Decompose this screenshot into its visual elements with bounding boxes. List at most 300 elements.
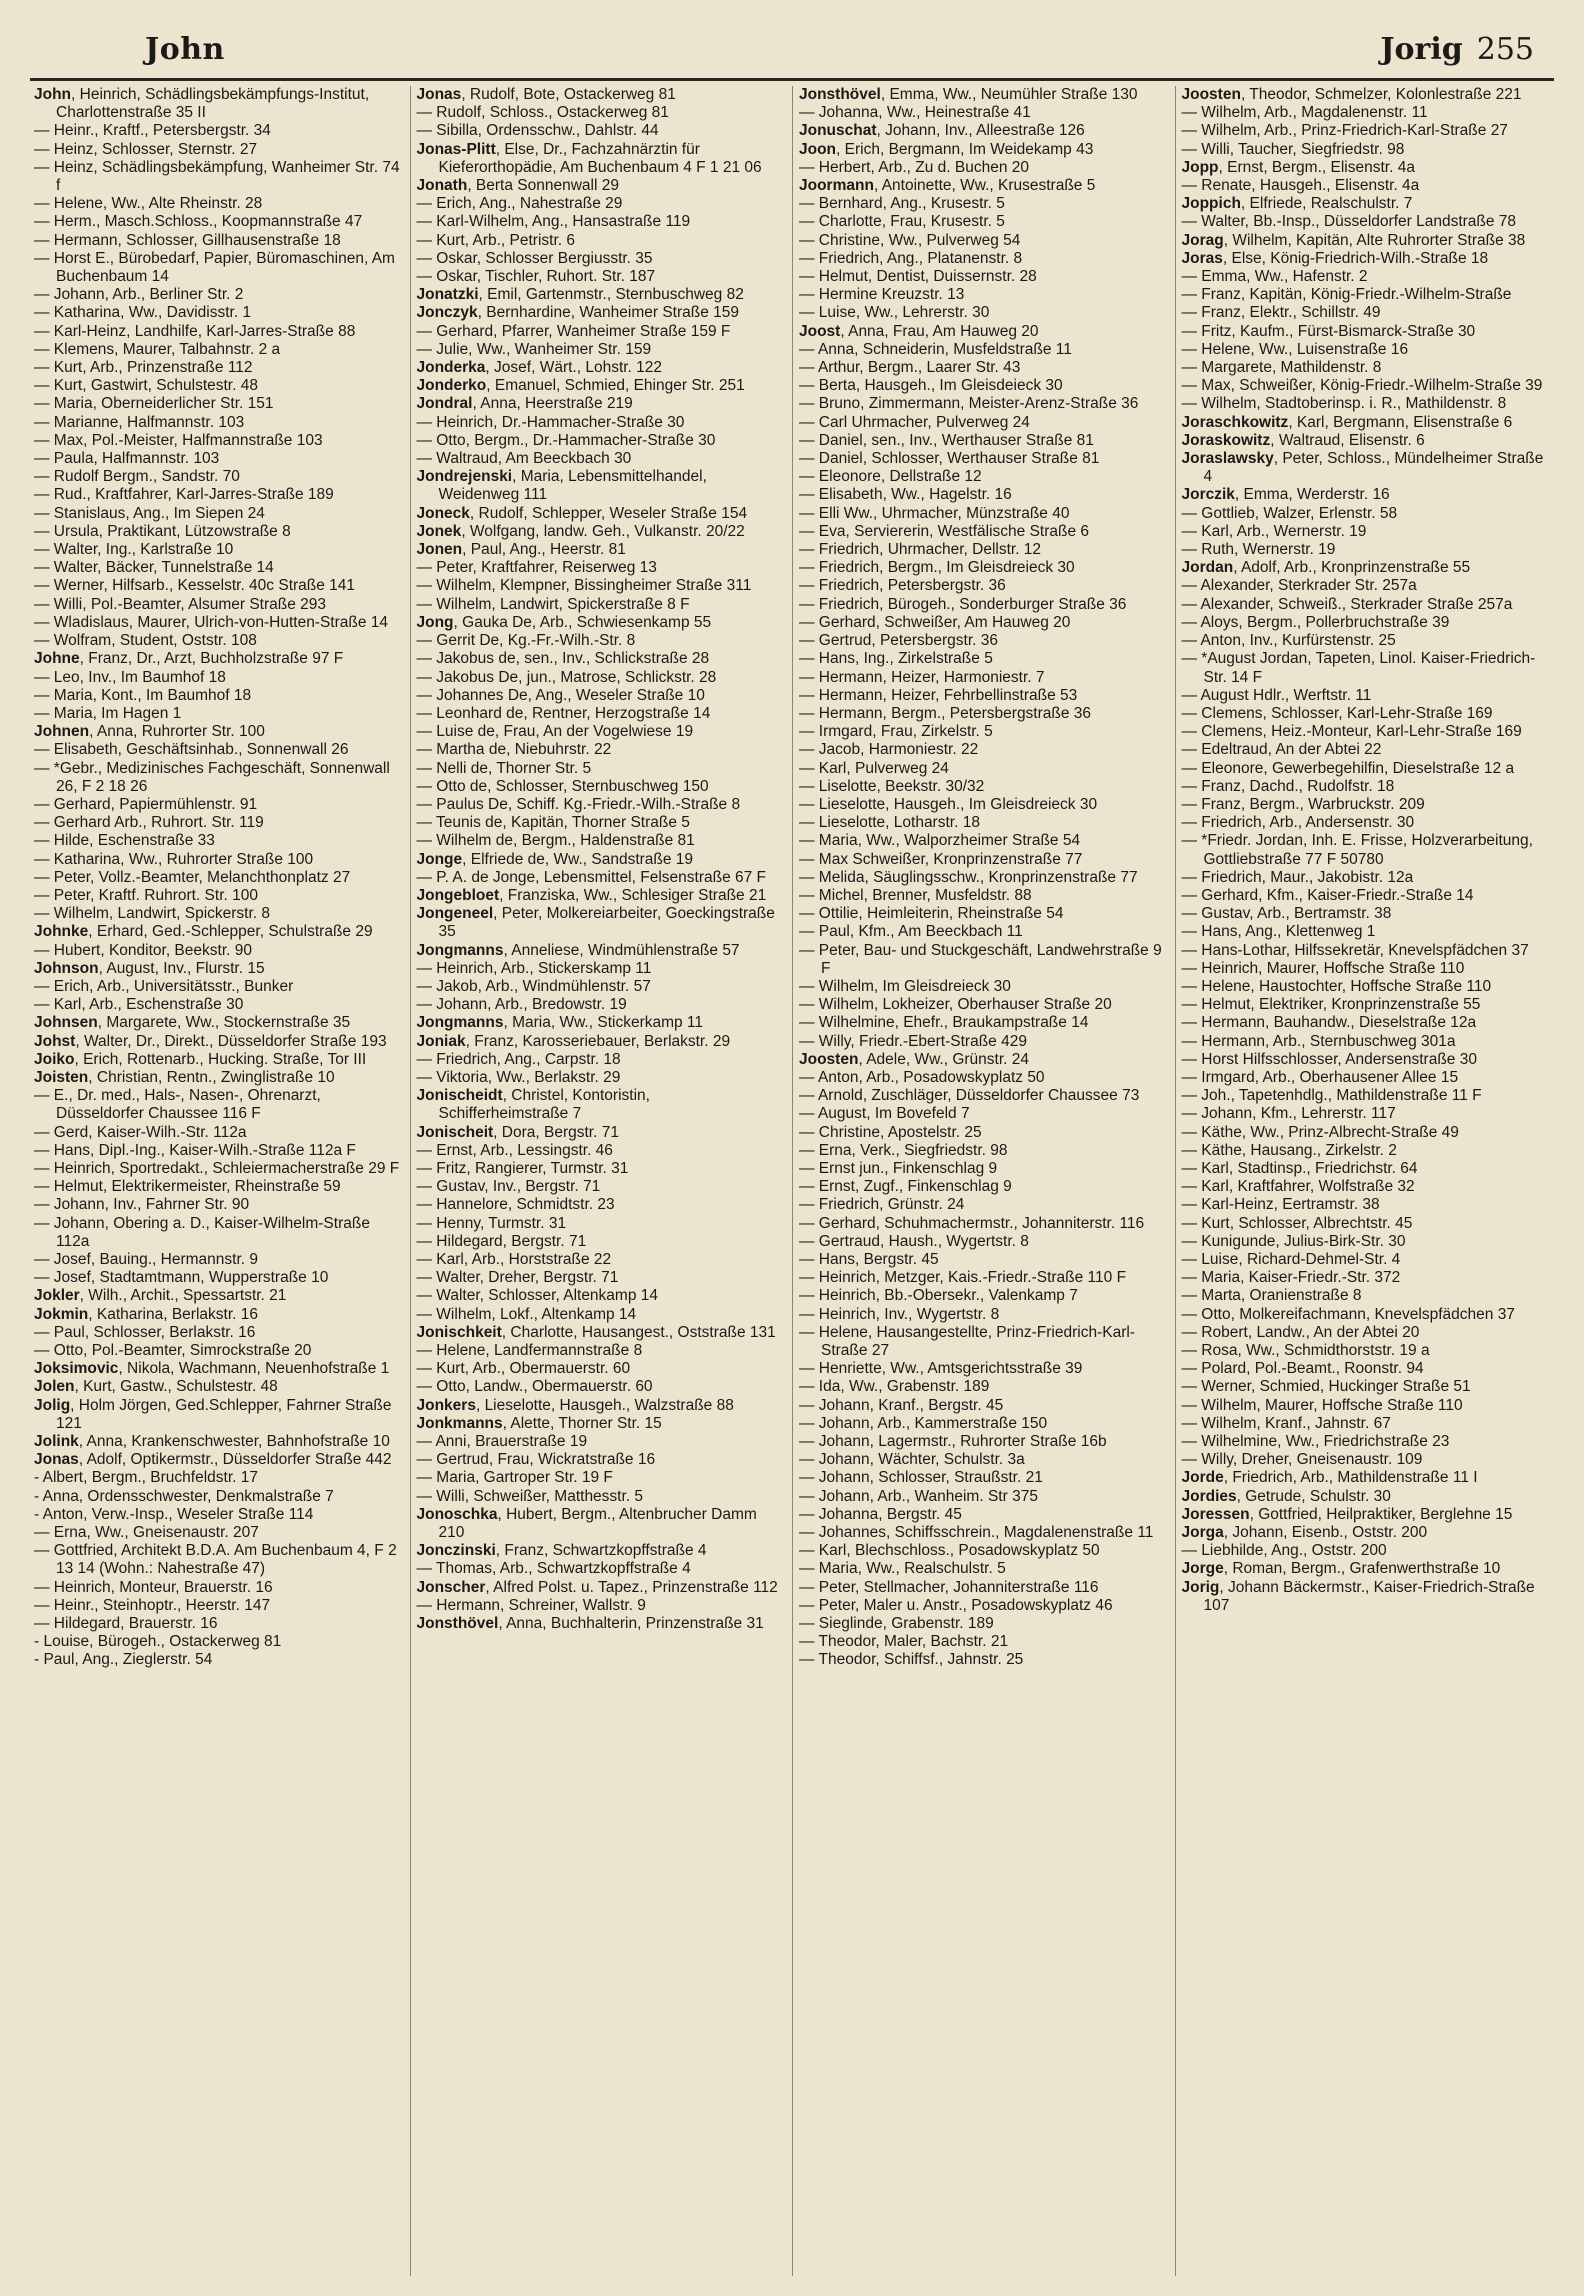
directory-entry: — Henriette, Ww., Amtsgerichtsstraße 39 xyxy=(799,1360,1083,1378)
directory-entry: — Alexander, Schweiß., Sterkrader Straße 257a xyxy=(1181,595,1513,613)
directory-entry: — Helene, Haustochter, Hoffsche Straße 110 xyxy=(1181,977,1492,995)
directory-entry: — Hermann, Arb., Sternbuschweg 301a xyxy=(1181,1032,1456,1050)
directory-entry: - Paul, Ang., Zieglerstr. 54 xyxy=(34,1651,213,1669)
directory-entry: Jorczik, Emma, Werderstr. 16 xyxy=(1181,486,1390,504)
directory-columns xyxy=(28,86,1558,2276)
directory-entry: — Erich, Ang., Nahestraße 29 xyxy=(416,195,623,213)
directory-entry: Jonczinski, Franz, Schwartzkopffstraße 4 xyxy=(416,1542,707,1560)
directory-entry: — Theodor, Maler, Bachstr. 21 xyxy=(799,1633,1009,1651)
directory-entry: — Wilhelm, Landwirt, Spickerstraße 8 F xyxy=(416,595,690,613)
directory-entry: Jongeneel, Peter, Molkereiarbeiter, Goeckingstraße 35 xyxy=(416,905,775,941)
directory-entry: — Kurt, Arb., Prinzenstraße 112 xyxy=(34,359,253,377)
directory-entry: — Elli Ww., Uhrmacher, Münzstraße 40 xyxy=(799,504,1070,522)
directory-entry: — Oskar, Tischler, Ruhort. Str. 187 xyxy=(416,268,656,286)
directory-entry: — Heinrich, Maurer, Hoffsche Straße 110 xyxy=(1181,959,1465,977)
directory-entry: — Christine, Ww., Pulverweg 54 xyxy=(799,231,1021,249)
directory-entry: — Robert, Landw., An der Abtei 20 xyxy=(1181,1323,1420,1341)
directory-entry: Jonischkeit, Charlotte, Hausangest., Oststraße 131 xyxy=(416,1323,776,1341)
directory-entry: — Fritz, Kaufm., Fürst-Bismarck-Straße 30 xyxy=(1181,322,1476,340)
directory-entry: — Walter, Ing., Karlstraße 10 xyxy=(34,541,234,559)
directory-entry: — Sieglinde, Grabenstr. 189 xyxy=(799,1615,994,1633)
directory-entry: — Paul, Schlosser, Berlakstr. 16 xyxy=(34,1323,256,1341)
directory-entry: — Helene, Hausangestellte, Prinz-Friedrich-Karl-Straße 27 xyxy=(799,1323,1135,1360)
directory-entry: — Walter, Bb.-Insp., Düsseldorfer Landstraße 78 xyxy=(1181,213,1517,231)
directory-entry: — Heinrich, Sportredakt., Schleiermacherstraße 29 F xyxy=(34,1159,400,1177)
directory-entry: — Josef, Bauing., Hermannstr. 9 xyxy=(34,1251,258,1268)
directory-entry: — Luise, Richard-Dehmel-Str. 4 xyxy=(1181,1251,1401,1268)
directory-entry: - Louise, Bürogeh., Ostackerweg 81 xyxy=(34,1633,282,1651)
directory-entry: Jordies, Getrude, Schulstr. 30 xyxy=(1181,1487,1391,1505)
directory-entry: — Helene, Ww., Alte Rheinstr. 28 xyxy=(34,195,263,213)
directory-entry: — Max, Schweißer, König-Friedr.-Wilhelm-Straße 39 xyxy=(1181,377,1543,395)
directory-entry: — Gerhard, Schuhmachermstr., Johanniterstr. 116 xyxy=(799,1214,1145,1232)
directory-entry: — Helmut, Elektrikermeister, Rheinstraße 59 xyxy=(34,1178,341,1196)
directory-entry: — Peter, Stellmacher, Johanniterstraße 116 xyxy=(799,1578,1099,1596)
directory-entry: — Heinrich, Arb., Stickerskamp 11 xyxy=(416,959,652,977)
directory-entry: — Wilhelm, Stadtoberinsp. i. R., Mathildenstr. 8 xyxy=(1181,395,1507,413)
directory-entry: Johnen, Anna, Ruhrorter Str. 100 xyxy=(34,723,265,741)
directory-entry: — Paula, Halfmannstr. 103 xyxy=(34,450,220,468)
column-4 xyxy=(1176,86,1559,2276)
directory-entry: — Hans, Dipl.-Ing., Kaiser-Wilh.-Straße 112a F xyxy=(34,1141,356,1159)
directory-entry: — Hildegard, Brauerstr. 16 xyxy=(34,1615,218,1633)
directory-entry: — Leo, Inv., Im Baumhof 18 xyxy=(34,668,226,686)
directory-entry: — Wilhelmine, Ehefr., Braukampstraße 14 xyxy=(799,1014,1089,1032)
directory-entry: Joon, Erich, Bergmann, Im Weidekamp 43 xyxy=(799,140,1094,158)
directory-entry: — Margarete, Mathildenstr. 8 xyxy=(1181,359,1382,377)
directory-entry: — Johanna, Ww., Heinestraße 41 xyxy=(799,104,1031,122)
directory-entry: — Teunis de, Kapitän, Thorner Straße 5 xyxy=(416,814,690,832)
directory-entry: Jonoschka, Hubert, Bergm., Altenbrucher Damm 210 xyxy=(416,1505,757,1542)
directory-entry: — Ruth, Wernerstr. 19 xyxy=(1181,541,1336,559)
directory-entry: — Johann, Lagermstr., Ruhrorter Straße 16b xyxy=(799,1433,1107,1451)
directory-entry: — Katharina, Ww., Ruhrorter Straße 100 xyxy=(34,850,314,868)
directory-entry: — Maria, Gartroper Str. 19 F xyxy=(416,1469,613,1487)
directory-entry: Jorge, Roman, Bergm., Grafenwerthstraße 10 xyxy=(1181,1560,1501,1578)
directory-entry: — August, Im Bovefeld 7 xyxy=(799,1105,970,1123)
directory-entry: — Peter, Bau- und Stuckgeschäft, Landwehrstraße 9 F xyxy=(799,941,1162,977)
directory-entry: — Jakob, Arb., Windmühlenstr. 57 xyxy=(416,977,651,995)
directory-entry: — Polard, Pol.-Beamt., Roonstr. 94 xyxy=(1181,1360,1424,1378)
directory-entry: — Christine, Apostelstr. 25 xyxy=(799,1123,982,1141)
directory-entry: — Arnold, Zuschläger, Düsseldorfer Chaussee 73 xyxy=(799,1087,1140,1105)
directory-entry: — Melida, Säuglingsschw., Kronprinzenstraße 77 xyxy=(799,868,1138,886)
directory-entry: — Karl, Arb., Eschenstraße 30 xyxy=(34,996,244,1014)
directory-entry: — Helene, Landfermannstraße 8 xyxy=(416,1342,643,1360)
directory-entry: — Lieselotte, Lotharstr. 18 xyxy=(799,814,980,832)
directory-entry: Jonek, Wolfgang, landw. Geh., Vulkanstr. 20/22 xyxy=(416,522,745,540)
directory-entry: — Gerhard, Pfarrer, Wanheimer Straße 159 F xyxy=(416,322,731,340)
directory-entry: — Gustav, Arb., Bertramstr. 38 xyxy=(1181,905,1392,923)
directory-entry: — Hilde, Eschenstraße 33 xyxy=(34,832,215,850)
directory-entry: — Kunigunde, Julius-Birk-Str. 30 xyxy=(1181,1232,1406,1250)
directory-entry: Joiko, Erich, Rottenarb., Hucking. Straße, Tor III xyxy=(34,1050,367,1068)
directory-entry: — Gerhard, Schweißer, Am Hauweg 20 xyxy=(799,613,1071,631)
directory-entry: — Friedrich, Maur., Jakobistr. 12a xyxy=(1181,868,1414,886)
page-header xyxy=(30,28,1554,81)
directory-entry: — Heinr., Steinhoptr., Heerstr. 147 xyxy=(34,1596,271,1614)
directory-entry: — Stanislaus, Ang., Im Siepen 24 xyxy=(34,504,265,522)
header-right-keyword: Jorig xyxy=(1380,32,1463,67)
directory-entry: — Clemens, Schlosser, Karl-Lehr-Straße 169 xyxy=(1181,704,1493,722)
directory-entry: — Maria, Kaiser-Friedr.-Str. 372 xyxy=(1181,1269,1401,1287)
directory-entry: — Wilhelmine, Ww., Friedrichstraße 23 xyxy=(1181,1433,1450,1451)
directory-entry: — Herbert, Arb., Zu d. Buchen 20 xyxy=(799,158,1030,176)
directory-entry: — Henny, Turmstr. 31 xyxy=(416,1214,567,1232)
directory-entry: — Wilhelm, Im Gleisdreieck 30 xyxy=(799,977,1011,995)
directory-entry: — Gottlieb, Walzer, Erlenstr. 58 xyxy=(1181,504,1398,522)
directory-entry: — Wilhelm, Kranf., Jahnstr. 67 xyxy=(1181,1414,1391,1432)
directory-entry: Jolen, Kurt, Gastw., Schulstestr. 48 xyxy=(34,1378,278,1396)
directory-entry: — Karl, Arb., Wernerstr. 19 xyxy=(1181,522,1367,540)
directory-entry: — Anna, Schneiderin, Musfeldstraße 11 xyxy=(799,340,1072,358)
directory-entry: — Franz, Elektr., Schillstr. 49 xyxy=(1181,304,1381,322)
directory-entry: Jongmanns, Anneliese, Windmühlenstraße 57 xyxy=(416,941,740,959)
directory-entry: — Eva, Serviererin, Westfälische Straße 6 xyxy=(799,522,1090,540)
directory-entry: — Otto, Bergm., Dr.-Hammacher-Straße 30 xyxy=(416,431,716,449)
directory-entry: — Ernst jun., Finkenschlag 9 xyxy=(799,1159,998,1177)
directory-entry: - Albert, Bergm., Bruchfeldstr. 17 xyxy=(34,1469,258,1487)
directory-entry: — Liselotte, Beekstr. 30/32 xyxy=(799,777,985,795)
directory-entry: Joraskowitz, Waltraud, Elisenstr. 6 xyxy=(1181,431,1425,449)
directory-entry: Jonath, Berta Sonnenwall 29 xyxy=(416,177,619,195)
directory-entry: — Anton, Inv., Kurfürstenstr. 25 xyxy=(1181,632,1396,650)
directory-entry: — Maria, Oberneiderlicher Str. 151 xyxy=(34,395,274,413)
directory-entry: — Franz, Kapitän, König-Friedr.-Wilhelm-Straße xyxy=(1181,286,1512,304)
directory-entry: Jonas, Rudolf, Bote, Ostackerweg 81 xyxy=(416,86,676,103)
directory-entry: — Ursula, Praktikant, Lützowstraße 8 xyxy=(34,522,291,540)
directory-entry: — Erna, Ww., Gneisenaustr. 207 xyxy=(34,1524,259,1542)
directory-entry: Jondrejenski, Maria, Lebensmittelhandel, Weidenweg 111 xyxy=(416,468,707,504)
directory-entry: — Hermann, Schreiner, Wallstr. 9 xyxy=(416,1596,646,1614)
directory-entry: — Gertraud, Haush., Wygertstr. 8 xyxy=(799,1232,1029,1250)
directory-entry: Joraschkowitz, Karl, Bergmann, Elisenstraße 6 xyxy=(1181,413,1513,431)
directory-entry: — Helmut, Elektriker, Kronprinzenstraße 55 xyxy=(1181,996,1481,1014)
directory-entry: — Helene, Ww., Luisenstraße 16 xyxy=(1181,340,1409,358)
directory-entry: — Karl-Heinz, Eertramstr. 38 xyxy=(1181,1196,1380,1214)
directory-entry: — Gerd, Kaiser-Wilh.-Str. 112a xyxy=(34,1123,247,1141)
directory-entry: — Otto, Landw., Obermauerstr. 60 xyxy=(416,1378,653,1396)
directory-entry: — Carl Uhrmacher, Pulverweg 24 xyxy=(799,413,1030,431)
directory-entry: — Hildegard, Bergstr. 71 xyxy=(416,1232,587,1250)
directory-entry: — Max, Pol.-Meister, Halfmannstraße 103 xyxy=(34,431,323,449)
directory-entry: — Hermann, Heizer, Fehrbellinstraße 53 xyxy=(799,686,1078,704)
directory-entry: — Willy, Dreher, Gneisenaustr. 109 xyxy=(1181,1451,1423,1469)
directory-entry: — Hubert, Konditor, Beekstr. 90 xyxy=(34,941,252,959)
directory-entry: Jonderko, Emanuel, Schmied, Ehinger Str. 251 xyxy=(416,377,745,395)
directory-entry: — Wilhelm, Landwirt, Spickerstr. 8 xyxy=(34,905,271,923)
directory-entry: — Jakobus de, sen., Inv., Schlickstraße 28 xyxy=(416,650,710,668)
directory-entry: — Peter, Kraftf. Ruhrort. Str. 100 xyxy=(34,886,258,904)
directory-entry: — Hermine Kreuzstr. 13 xyxy=(799,286,965,304)
directory-entry: — Maria, Kont., Im Baumhof 18 xyxy=(34,686,252,704)
directory-entry: — *Friedr. Jordan, Inh. E. Frisse, Holzverarbeitung, Gottliebstraße 77 F 50780 xyxy=(1181,832,1533,868)
directory-entry: — Karl, Stadtinsp., Friedrichstr. 64 xyxy=(1181,1159,1418,1177)
directory-entry: Joressen, Gottfried, Heilpraktiker, Berglehne 15 xyxy=(1181,1505,1513,1523)
directory-entry: — Hermann, Bergm., Petersbergstraße 36 xyxy=(799,704,1092,722)
directory-entry: — Gerrit De, Kg.-Fr.-Wilh.-Str. 8 xyxy=(416,632,636,650)
directory-entry: — Anni, Brauerstraße 19 xyxy=(416,1433,588,1451)
directory-entry: — Heinrich, Monteur, Brauerstr. 16 xyxy=(34,1578,273,1596)
directory-entry: Jolink, Anna, Krankenschwester, Bahnhofstraße 10 xyxy=(34,1433,390,1451)
directory-entry: Joraslawsky, Peter, Schloss., Mündelheimer Straße 4 xyxy=(1181,450,1544,486)
directory-entry: — Berta, Hausgeh., Im Gleisdeieck 30 xyxy=(799,377,1063,395)
directory-entry: Johne, Franz, Dr., Arzt, Buchholzstraße 97 F xyxy=(34,650,344,668)
directory-entry: — Heinrich, Bb.-Obersekr., Valenkamp 7 xyxy=(799,1287,1078,1305)
directory-entry: — Karl, Kraftfahrer, Wolfstraße 32 xyxy=(1181,1178,1415,1196)
directory-entry: — Hans, Ing., Zirkelstraße 5 xyxy=(799,650,993,668)
directory-entry: — Joh., Tapetenhdlg., Mathildenstraße 11 F xyxy=(1181,1087,1482,1105)
directory-entry: — Sibilla, Ordensschw., Dahlstr. 44 xyxy=(416,122,659,140)
directory-entry: — Hans, Bergstr. 45 xyxy=(799,1251,939,1268)
directory-entry: — Otto, Pol.-Beamter, Simrockstraße 20 xyxy=(34,1342,312,1360)
directory-entry: — Hermann, Schlosser, Gillhausenstraße 18 xyxy=(34,231,341,249)
directory-entry: — Eleonore, Gewerbegehilfin, Dieselstraße 12 a xyxy=(1181,759,1515,777)
directory-entry: — Karl, Blechschloss., Posadowskyplatz 50 xyxy=(799,1542,1100,1560)
directory-entry: — Jakobus De, jun., Matrose, Schlickstr. 28 xyxy=(416,668,717,686)
directory-entry: — Julie, Ww., Wanheimer Str. 159 xyxy=(416,340,652,358)
directory-entry: — Kurt, Arb., Petristr. 6 xyxy=(416,231,575,249)
directory-entry: — Aloys, Bergm., Pollerbruchstraße 39 xyxy=(1181,613,1450,631)
directory-entry: — Charlotte, Frau, Krusestr. 5 xyxy=(799,213,1005,231)
directory-entry: — Lieselotte, Hausgeh., Im Gleisdreieck 30 xyxy=(799,795,1098,813)
directory-entry: — Wladislaus, Maurer, Ulrich-von-Hutten-Straße 14 xyxy=(34,613,389,631)
directory-entry: Jordan, Adolf, Arb., Kronprinzenstraße 55 xyxy=(1181,559,1471,577)
directory-entry: — Heinz, Schlosser, Sternstr. 27 xyxy=(34,140,258,158)
directory-entry: — Viktoria, Ww., Berlakstr. 29 xyxy=(416,1068,621,1086)
directory-entry: — Heinr., Kraftf., Petersbergstr. 34 xyxy=(34,122,271,140)
directory-entry: Jonsthövel, Emma, Ww., Neumühler Straße 130 xyxy=(799,86,1138,103)
directory-entry: — Werner, Hilfsarb., Kesselstr. 40c Straße 141 xyxy=(34,577,356,595)
directory-entry: — Hermann, Heizer, Harmoniestr. 7 xyxy=(799,668,1045,686)
directory-entry: — Ernst, Zugf., Finkenschlag 9 xyxy=(799,1178,1012,1196)
directory-entry: — Oskar, Schlosser Bergiusstr. 35 xyxy=(416,249,653,267)
directory-entry: — Wilhelm, Arb., Magdalenenstr. 11 xyxy=(1181,104,1428,122)
directory-entry: Joisten, Christian, Rentn., Zwinglistraße 10 xyxy=(34,1068,335,1086)
directory-entry: — Leonhard de, Rentner, Herzogstraße 14 xyxy=(416,704,711,722)
directory-entry: — Friedrich, Bürogeh., Sonderburger Straße 36 xyxy=(799,595,1127,613)
directory-entry: — Renate, Hausgeh., Elisenstr. 4a xyxy=(1181,177,1420,195)
directory-entry: — Erna, Verk., Siegfriedstr. 98 xyxy=(799,1141,1008,1159)
directory-entry: — Anton, Arb., Posadowskyplatz 50 xyxy=(799,1068,1045,1086)
directory-entry: — Wilhelm, Maurer, Hoffsche Straße 110 xyxy=(1181,1396,1463,1414)
directory-entry: — Käthe, Ww., Prinz-Albrecht-Straße 49 xyxy=(1181,1123,1459,1141)
directory-entry: — Thomas, Arb., Schwartzkopffstraße 4 xyxy=(416,1560,691,1578)
directory-entry: — Peter, Maler u. Anstr., Posadowskyplatz 46 xyxy=(799,1596,1113,1614)
directory-entry: — Theodor, Schiffsf., Jahnstr. 25 xyxy=(799,1651,1024,1669)
directory-entry: — Johann, Schlosser, Straußstr. 21 xyxy=(799,1469,1043,1487)
directory-entry: Jong, Gauka De, Arb., Schwiesenkamp 55 xyxy=(416,613,712,631)
directory-entry: — Liebhilde, Ang., Oststr. 200 xyxy=(1181,1542,1387,1560)
directory-entry: — Katharina, Ww., Davidisstr. 1 xyxy=(34,304,252,322)
directory-entry: — Alexander, Sterkrader Str. 257a xyxy=(1181,577,1417,595)
directory-entry: — Walter, Bäcker, Tunnelstraße 14 xyxy=(34,559,274,577)
directory-entry: — Edeltraud, An der Abtei 22 xyxy=(1181,741,1382,759)
directory-entry: Jonatzki, Emil, Gartenmstr., Sternbuschweg 82 xyxy=(416,286,744,304)
directory-entry: — Erich, Arb., Universitätsstr., Bunker xyxy=(34,977,294,995)
directory-entry: — Karl-Heinz, Landhilfe, Karl-Jarres-Straße 88 xyxy=(34,322,356,340)
directory-entry: — Johannes, Schiffsschrein., Magdalenenstraße 11 xyxy=(799,1524,1154,1542)
directory-entry: — Heinz, Schädlingsbekämpfung, Wanheimer Str. 74 f xyxy=(34,158,400,195)
directory-entry: — Kurt, Gastwirt, Schulstestr. 48 xyxy=(34,377,258,395)
directory-entry: Johst, Walter, Dr., Direkt., Düsseldorfer Straße 193 xyxy=(34,1032,387,1050)
directory-entry: — Emma, Ww., Hafenstr. 2 xyxy=(1181,268,1368,286)
directory-entry: — Johann, Arb., Wanheim. Str 375 xyxy=(799,1487,1038,1505)
directory-entry: — Josef, Stadtamtmann, Wupperstraße 10 xyxy=(34,1269,329,1287)
column-2 xyxy=(411,86,794,2276)
directory-entry: — Wilhelm, Klempner, Bissingheimer Straße 311 xyxy=(416,577,752,595)
directory-entry: — Karl-Wilhelm, Ang., Hansastraße 119 xyxy=(416,213,691,231)
directory-entry: — Maria, Im Hagen 1 xyxy=(34,704,182,722)
directory-entry: Joksimovic, Nikola, Wachmann, Neuenhofstraße 1 xyxy=(34,1360,390,1378)
directory-entry: — Franz, Dachd., Rudolfstr. 18 xyxy=(1181,777,1395,795)
directory-entry: Jonscher, Alfred Polst. u. Tapez., Prinzenstraße 112 xyxy=(416,1578,778,1596)
directory-entry: Johnsen, Margarete, Ww., Stockernstraße 35 xyxy=(34,1014,351,1032)
directory-entry: — Martha de, Niebuhrstr. 22 xyxy=(416,741,612,759)
directory-entry: — Maria, Ww., Walporzheimer Straße 54 xyxy=(799,832,1081,850)
directory-entry: — Johann, Arb., Berliner Str. 2 xyxy=(34,286,244,304)
directory-entry: — Gustav, Inv., Bergstr. 71 xyxy=(416,1178,601,1196)
directory-entry: — Walter, Dreher, Bergstr. 71 xyxy=(416,1269,619,1287)
directory-entry: — Gertrud, Frau, Wickratstraße 16 xyxy=(416,1451,656,1469)
header-right xyxy=(1380,32,1534,67)
directory-entry: — Paul, Kfm., Am Beeckbach 11 xyxy=(799,923,1023,941)
directory-entry: — Willy, Friedr.-Ebert-Straße 429 xyxy=(799,1032,1027,1050)
directory-entry: Joosten, Theodor, Schmelzer, Kolonlestraße 221 xyxy=(1181,86,1522,103)
directory-entry: — Rud., Kraftfahrer, Karl-Jarres-Straße 189 xyxy=(34,486,334,504)
directory-entry: — Daniel, Schlosser, Werthauser Straße 81 xyxy=(799,450,1100,468)
directory-entry: — *August Jordan, Tapeten, Linol. Kaiser-Friedrich-Str. 14 F xyxy=(1181,650,1536,686)
directory-entry: — Friedrich, Petersbergstr. 36 xyxy=(799,577,1006,595)
directory-entry: — Klemens, Maurer, Talbahnstr. 2 a xyxy=(34,340,281,358)
directory-entry: Jonas, Adolf, Optikermstr., Düsseldorfer Straße 442 xyxy=(34,1451,392,1469)
directory-entry: — Marianne, Halfmannstr. 103 xyxy=(34,413,245,431)
directory-entry: Jonischeit, Dora, Bergstr. 71 xyxy=(416,1123,619,1141)
directory-entry: Johnson, August, Inv., Flurstr. 15 xyxy=(34,959,265,977)
directory-entry: Jokler, Wilh., Archit., Spessartstr. 21 xyxy=(34,1287,287,1305)
directory-entry: Jorga, Johann, Eisenb., Oststr. 200 xyxy=(1181,1524,1428,1542)
directory-entry: — Johann, Arb., Bredowstr. 19 xyxy=(416,996,627,1014)
directory-entry: — Rudolf, Schloss., Ostackerweg 81 xyxy=(416,104,669,122)
directory-entry: — Peter, Kraftfahrer, Reiserweg 13 xyxy=(416,559,657,577)
directory-entry: — Hans, Ang., Klettenweg 1 xyxy=(1181,923,1376,941)
directory-entry: — Gerhard Arb., Ruhrort. Str. 119 xyxy=(34,814,264,832)
directory-entry: Jonkers, Lieselotte, Hausgeh., Walzstraße 88 xyxy=(416,1396,734,1414)
directory-entry: Jorde, Friedrich, Arb., Mathildenstraße 11 I xyxy=(1181,1469,1478,1487)
directory-entry: — Elisabeth, Geschäftsinhab., Sonnenwall 26 xyxy=(34,741,349,759)
directory-entry: Jonczyk, Bernhardine, Wanheimer Straße 159 xyxy=(416,304,740,322)
directory-entry: — Ida, Ww., Grabenstr. 189 xyxy=(799,1378,990,1396)
directory-entry: — Luise, Ww., Lehrerstr. 30 xyxy=(799,304,990,322)
directory-entry: — Jacob, Harmoniestr. 22 xyxy=(799,741,979,759)
directory-entry: — Gerhard, Kfm., Kaiser-Friedr.-Straße 14 xyxy=(1181,886,1474,904)
directory-entry: — Elisabeth, Ww., Hagelstr. 16 xyxy=(799,486,1012,504)
directory-entry: — Heinrich, Dr.-Hammacher-Straße 30 xyxy=(416,413,685,431)
directory-entry: — Karl, Arb., Horststraße 22 xyxy=(416,1251,612,1268)
directory-entry: — Johann, Obering a. D., Kaiser-Wilhelm-Straße 112a xyxy=(34,1214,370,1250)
directory-entry: Jonkmanns, Alette, Thorner Str. 15 xyxy=(416,1414,662,1432)
directory-entry: Johnke, Erhard, Ged.-Schlepper, Schulstraße 29 xyxy=(34,923,373,941)
directory-entry: — Friedrich, Ang., Carpstr. 18 xyxy=(416,1050,621,1068)
directory-entry: — Friedrich, Bergm., Im Gleisdreieck 30 xyxy=(799,559,1075,577)
directory-entry: John, Heinrich, Schädlingsbekämpfungs-Institut, Charlottenstraße 35 II xyxy=(34,86,370,122)
directory-entry: Jongebloet, Franziska, Ww., Schlesiger Straße 21 xyxy=(416,886,767,904)
directory-entry: — Johann, Wächter, Schulstr. 3a xyxy=(799,1451,1025,1469)
column-1 xyxy=(28,86,411,2276)
directory-entry: — Waltraud, Am Beeckbach 30 xyxy=(416,450,632,468)
directory-entry: — Nelli de, Thorner Str. 5 xyxy=(416,759,592,777)
directory-entry: — Irmgard, Frau, Zirkelstr. 5 xyxy=(799,723,993,741)
directory-entry: — Franz, Bergm., Warbruckstr. 209 xyxy=(1181,795,1425,813)
directory-entry: Jonge, Elfriede de, Ww., Sandstraße 19 xyxy=(416,850,694,868)
directory-entry: — Helmut, Dentist, Duissernstr. 28 xyxy=(799,268,1037,286)
directory-entry: Jonischeidt, Christel, Kontoristin, Schifferheimstraße 7 xyxy=(416,1087,650,1123)
directory-entry: — Johann, Inv., Fahrner Str. 90 xyxy=(34,1196,250,1214)
directory-entry: — Heinrich, Metzger, Kais.-Friedr.-Straße 110 F xyxy=(799,1269,1127,1287)
directory-entry: — Werner, Schmied, Huckinger Straße 51 xyxy=(1181,1378,1471,1396)
directory-entry: — Wilhelm, Arb., Prinz-Friedrich-Karl-Straße 27 xyxy=(1181,122,1508,140)
directory-entry: Joormann, Antoinette, Ww., Krusestraße 5 xyxy=(799,177,1096,195)
directory-entry: — Walter, Schlosser, Altenkamp 14 xyxy=(416,1287,659,1305)
directory-entry: — Johanna, Bergstr. 45 xyxy=(799,1505,962,1523)
directory-entry: — Horst E., Bürobedarf, Papier, Büromaschinen, Am Buchenbaum 14 xyxy=(34,249,395,286)
directory-entry: — Eleonore, Dellstraße 12 xyxy=(799,468,982,486)
directory-entry: Jorig, Johann Bäckermstr., Kaiser-Friedrich-Straße 107 xyxy=(1181,1578,1535,1614)
directory-entry: — Friedrich, Uhrmacher, Dellstr. 12 xyxy=(799,541,1042,559)
directory-entry: — Bernhard, Ang., Krusestr. 5 xyxy=(799,195,1005,213)
directory-entry: — Wilhelm, Lokheizer, Oberhauser Straße 20 xyxy=(799,996,1112,1014)
directory-entry: — Michel, Brenner, Musfeldstr. 88 xyxy=(799,886,1032,904)
directory-entry: - Anton, Verw.-Insp., Weseler Straße 114 xyxy=(34,1505,314,1523)
directory-entry: - Anna, Ordensschwester, Denkmalstraße 7 xyxy=(34,1487,334,1505)
directory-entry: — Hans-Lothar, Hilfssekretär, Knevelspfädchen 37 xyxy=(1181,941,1529,959)
directory-entry: — Rosa, Ww., Schmidthorststr. 19 a xyxy=(1181,1342,1430,1360)
directory-entry: Joost, Anna, Frau, Am Hauweg 20 xyxy=(799,322,1039,340)
directory-entry: Jorag, Wilhelm, Kapitän, Alte Ruhrorter Straße 38 xyxy=(1181,231,1526,249)
directory-entry: Joras, Else, König-Friedrich-Wilh.-Straße 18 xyxy=(1181,249,1489,267)
directory-entry: — Rudolf Bergm., Sandstr. 70 xyxy=(34,468,240,486)
directory-entry: — Gertrud, Petersbergstr. 36 xyxy=(799,632,999,650)
directory-entry: — Otto, Molkereifachmann, Knevelspfädchen 37 xyxy=(1181,1305,1515,1323)
directory-entry: — Willi, Schweißer, Matthesstr. 5 xyxy=(416,1487,644,1505)
directory-entry: — P. A. de Jonge, Lebensmittel, Felsenstraße 67 F xyxy=(416,868,767,886)
directory-entry: — August Hdlr., Werftstr. 11 xyxy=(1181,686,1372,704)
page-number: 255 xyxy=(1476,32,1534,67)
directory-entry: — Kurt, Arb., Obermauerstr. 60 xyxy=(416,1360,631,1378)
directory-entry: — Horst Hilfsschlosser, Andersenstraße 30 xyxy=(1181,1050,1477,1068)
directory-entry: — Friedrich, Ang., Platanenstr. 8 xyxy=(799,249,1023,267)
directory-entry: — Otto de, Schlosser, Sternbuschweg 150 xyxy=(416,777,709,795)
directory-entry: — Ottilie, Heimleiterin, Rheinstraße 54 xyxy=(799,905,1064,923)
directory-entry: — Daniel, sen., Inv., Werthauser Straße 81 xyxy=(799,431,1094,449)
directory-entry: — Fritz, Rangierer, Turmstr. 31 xyxy=(416,1159,629,1177)
directory-entry: Jonsthövel, Anna, Buchhalterin, Prinzenstraße 31 xyxy=(416,1615,764,1633)
directory-entry: — Johann, Kfm., Lehrerstr. 117 xyxy=(1181,1105,1396,1123)
directory-entry: Jopp, Ernst, Bergm., Elisenstr. 4a xyxy=(1181,158,1415,176)
directory-entry: — Paulus De, Schiff. Kg.-Friedr.-Wilh.-Straße 8 xyxy=(416,795,741,813)
directory-entry: — *Gebr., Medizinisches Fachgeschäft, Sonnenwall 26, F 2 18 26 xyxy=(34,759,390,795)
directory-entry: — Peter, Vollz.-Beamter, Melanchthonplatz 27 xyxy=(34,868,351,886)
directory-entry: — Friedrich, Arb., Andersenstr. 30 xyxy=(1181,814,1415,832)
directory-entry: — Willi, Pol.-Beamter, Alsumer Straße 293 xyxy=(34,595,327,613)
directory-entry: Jonen, Paul, Ang., Heerstr. 81 xyxy=(416,541,626,559)
directory-entry: — Karl, Pulverweg 24 xyxy=(799,759,949,777)
directory-entry: — Johann, Arb., Kammerstraße 150 xyxy=(799,1414,1048,1432)
directory-entry: Jonderka, Josef, Wärt., Lohstr. 122 xyxy=(416,359,663,377)
directory-entry: — Max Schweißer, Kronprinzenstraße 77 xyxy=(799,850,1083,868)
directory-entry: — Käthe, Hausang., Zirkelstr. 2 xyxy=(1181,1141,1397,1159)
directory-entry: — Wilhelm de, Bergm., Haldenstraße 81 xyxy=(416,832,695,850)
